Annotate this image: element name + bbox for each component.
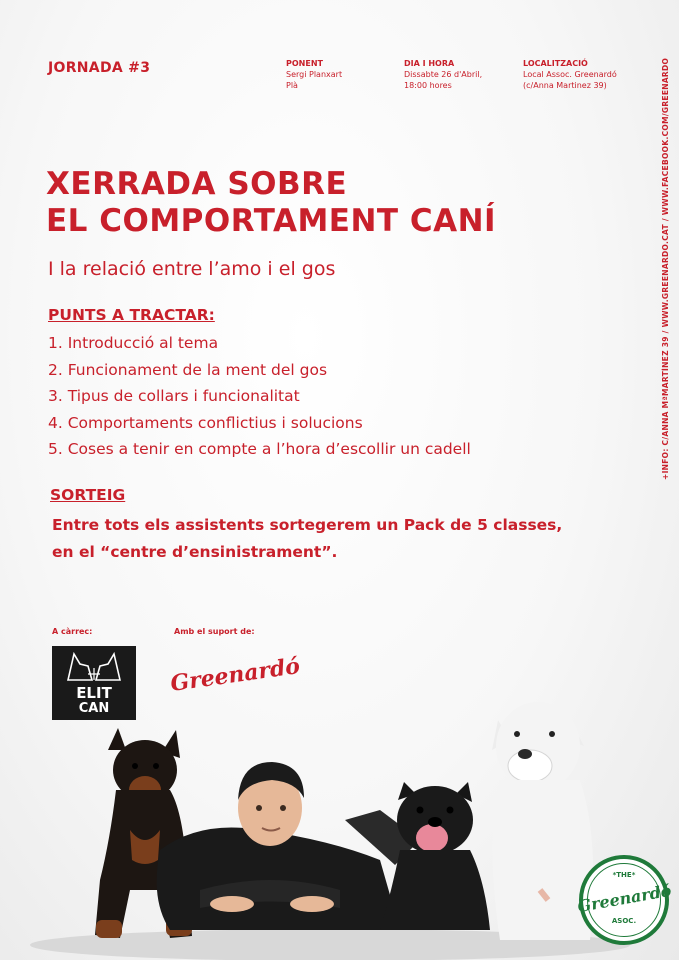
dogs-photo: [0, 690, 679, 960]
elit-wordmark: ELIT: [76, 684, 112, 702]
greenardo-badge: [576, 855, 673, 945]
speaker-label: PONENT: [286, 59, 323, 68]
organizer-label: A càrrec:: [52, 627, 93, 636]
points-list: [48, 330, 471, 463]
list-item: 2. Funcionament de la ment del gos: [48, 360, 328, 379]
dogs-emblem-icon: [62, 650, 126, 684]
speaker-block: [286, 58, 342, 91]
date-label: DIA I HORA: [404, 59, 455, 68]
date-block: [404, 58, 482, 91]
date-value-1: Dissabte 26 d'Abril,: [404, 70, 483, 79]
list-item: 3. Tipus de collars i funcionalitat: [48, 387, 300, 405]
raffle-line-1: Entre tots els assistents sortegerem un Pack de 5 classes,: [52, 516, 563, 534]
list-item: 1. Introducció al tema: [48, 334, 219, 352]
title-line-2: EL COMPORTAMENT CANÍ: [46, 203, 497, 239]
person-lying: [157, 762, 420, 930]
location-value-1: Local Assoc. Greenardó: [523, 70, 617, 79]
raffle-line-2: en el “centre d’ensinistrament”.: [52, 543, 338, 561]
title-line-1: XERRADA SOBRE: [46, 166, 348, 202]
location-value-2: (c/Anna Martinez 39): [523, 81, 607, 90]
support-label: Amb el suport de:: [174, 627, 255, 636]
list-item: 4. Comportaments conflictius i solucions: [48, 413, 363, 432]
location-block: [523, 58, 617, 91]
location-label: LOCALITZACIÓ: [523, 59, 588, 68]
page-subtitle: I la relació entre l’amo i el gos: [48, 258, 336, 280]
speaker-name-1: Sergi Planxart: [286, 70, 343, 79]
can-wordmark: CAN: [78, 701, 110, 716]
event-number: JORNADA #3: [48, 60, 151, 76]
greenardo-logo: Greenardó: [168, 653, 302, 697]
page-title: [46, 166, 496, 240]
raffle-heading: SORTEIG: [50, 486, 126, 504]
points-heading: PUNTS A TRACTAR:: [48, 306, 215, 324]
badge-bottom-text: ASOC.: [611, 917, 637, 925]
date-value-2: 18:00 hores: [404, 81, 452, 90]
speaker-name-2: Plà: [286, 81, 298, 90]
side-info-text: +INFO: C/ANNA MªMARTÍNEZ 39 / WWW.GREENARDO.CAT / WWW.FACEBOOK.COM/GREENARDO: [661, 57, 670, 480]
badge-top-text: *THE*: [612, 871, 636, 879]
list-item: 5. Coses a tenir en compte a l’hora d’escollir un cadell: [48, 440, 471, 458]
badge-name: Greenardó: [576, 880, 673, 917]
raffle-text: [52, 512, 612, 566]
